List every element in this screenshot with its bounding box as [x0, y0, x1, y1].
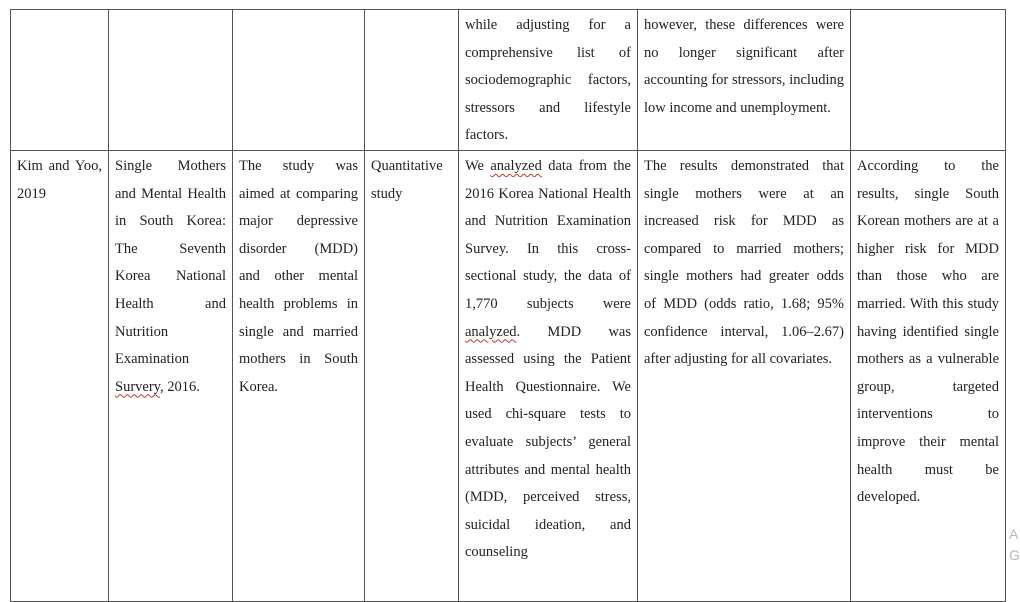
author-cell: [11, 10, 109, 151]
table-row: [11, 10, 1006, 151]
conclusion-cell: According to the results, single South Korean mothers are at a higher risk for MDD than those who are married. With this study having identified single mothers as a vulnerable group, targeted interventions to improve their mental health must be developed.: [851, 150, 1006, 601]
table-row: [11, 150, 1006, 601]
author-cell: Kim and Yoo, 2019: [11, 150, 109, 601]
methods-cell: while adjusting for a comprehensive list of sociodemographic factors, stressors and lifestyle factors.: [459, 10, 638, 151]
spellcheck-underlined-word: analyzed: [490, 157, 542, 174]
aim-cell: [233, 10, 365, 151]
title-cell: [109, 10, 233, 151]
methods-text: data from the 2016 Korea National Health and Nutrition Examination Survey. In this cross-sectional study, the data of 1,770 subjects were: [465, 157, 631, 312]
methods-cell: [459, 150, 638, 601]
design-cell: [365, 10, 459, 151]
side-letter: G: [1009, 547, 1020, 563]
aim-cell: The study was aimed at comparing major depressive disorder (MDD) and other mental health problems in single and married mothers in South Korea.: [233, 150, 365, 601]
spellcheck-underlined-word: Survery: [115, 378, 160, 395]
title-text: Single Mothers and Mental Health in South Korea: The Seventh Korea National Health and Nutrition Examination: [115, 157, 226, 368]
results-cell: however, these differences were no longer significant after accounting for stressors, including low income and unemployment.: [638, 10, 851, 151]
side-letter: A: [1009, 526, 1019, 542]
results-cell: The results demonstrated that single mothers were at an increased risk for MDD as compared to married mothers; single mothers had greater odds of MDD (odds ratio, 1.68; 95% confidence interval, 1.06–2.67) after adjusting for all covariates.: [638, 150, 851, 601]
title-cell: [109, 150, 233, 601]
spellcheck-underlined-word: analyzed: [465, 323, 517, 340]
methods-text: . MDD was assessed using the Patient Health Questionnaire. We used chi-square tests to evaluate subjects’ general attributes and mental health (MDD, perceived stress, suicidal ideation, and counseling: [465, 323, 631, 561]
methods-text: We: [465, 157, 484, 174]
design-cell: Quantitative study: [365, 150, 459, 601]
literature-review-table: [10, 9, 1006, 602]
title-text-tail: , 2016.: [159, 378, 200, 395]
conclusion-cell: [851, 10, 1006, 151]
